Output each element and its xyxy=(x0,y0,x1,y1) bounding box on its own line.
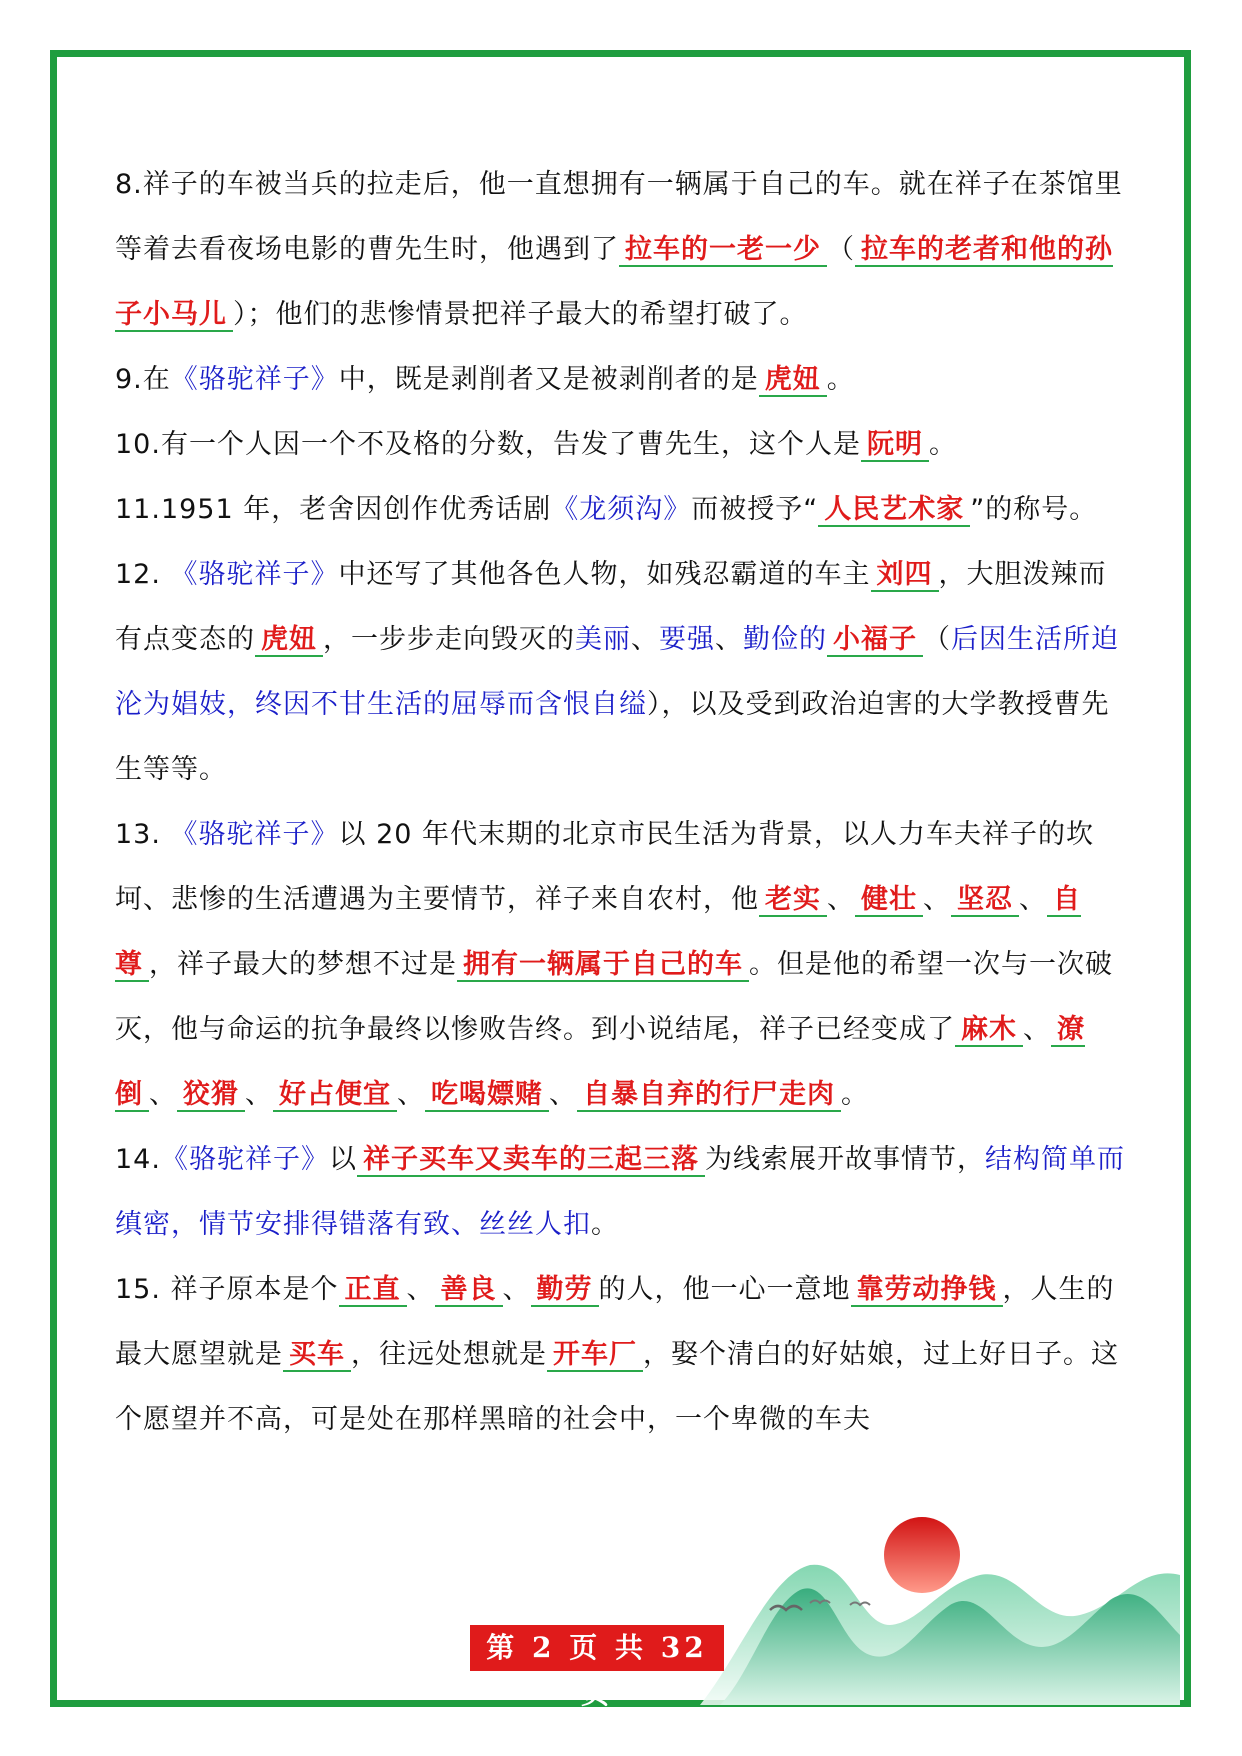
text: ”的称号。 xyxy=(970,494,1098,525)
answer-blank: 健壮 xyxy=(855,884,923,917)
question-11 xyxy=(115,477,1132,542)
highlighted-text: 要强 xyxy=(659,624,715,655)
text: 而被授予“ xyxy=(691,494,819,525)
text: 。但是他的希望一次与一次破灭，他与命运的抗争最终以惨败告终。到小说结尾，祥子已经变成了 xyxy=(115,949,1113,1045)
answer-blank: 老实 xyxy=(759,884,827,917)
highlighted-text: 后因生活所迫沦为娼妓，终因不甘生活的屈辱而含恨自缢 xyxy=(115,624,1119,720)
question-9 xyxy=(115,347,1132,412)
text: 、 xyxy=(1023,1014,1051,1045)
answer-blank: 狡猾 xyxy=(177,1079,245,1112)
text: 为线索展开故事情节， xyxy=(704,1144,985,1175)
text: 、 xyxy=(549,1079,577,1110)
text: 、 xyxy=(406,1274,435,1305)
answer-blank: 坚忍 xyxy=(951,884,1019,917)
answer-blank: 开车厂 xyxy=(547,1339,643,1372)
text: 13. xyxy=(115,819,171,850)
study-notes-body xyxy=(115,152,1132,1452)
text: 的人，他一心一意地 xyxy=(598,1274,851,1305)
text: 中，既是剥削者又是被剥削者的是 xyxy=(338,364,759,395)
answer-blank: 拥有一辆属于自己的车 xyxy=(457,949,749,982)
text: 。 xyxy=(591,1209,619,1240)
highlighted-text: 美丽 xyxy=(575,624,631,655)
text: 14. xyxy=(115,1144,161,1175)
answer-blank: 好占便宜 xyxy=(273,1079,397,1112)
page-number-badge: 第 2 页 共 32 页 xyxy=(470,1625,724,1671)
text: 。 xyxy=(826,364,855,395)
answer-blank: 虎妞 xyxy=(255,624,323,657)
text: 12. xyxy=(115,559,171,590)
text: （ xyxy=(923,624,951,655)
text: 、 xyxy=(827,884,855,915)
text: 。 xyxy=(841,1079,869,1110)
sun-icon xyxy=(884,1517,960,1593)
question-12 xyxy=(115,542,1132,802)
text: 以 xyxy=(328,1144,357,1175)
question-13 xyxy=(115,802,1132,1127)
text: 15. 祥子原本是个 xyxy=(115,1274,339,1305)
text: （ xyxy=(827,234,855,265)
text: 、 xyxy=(397,1079,425,1110)
highlighted-text: 《骆驼祥子》 xyxy=(170,559,339,590)
text: 、 xyxy=(502,1274,531,1305)
text: 、 xyxy=(923,884,951,915)
answer-blank: 正直 xyxy=(339,1274,407,1307)
question-14 xyxy=(115,1127,1132,1257)
answer-blank: 靠劳动挣钱 xyxy=(851,1274,1003,1307)
text: 11.1951 年，老舍因创作优秀话剧 xyxy=(115,494,552,525)
text: 、 xyxy=(245,1079,273,1110)
text: ，祥子最大的梦想不过是 xyxy=(149,949,457,980)
highlighted-text: 《骆驼祥子》 xyxy=(170,364,339,395)
answer-blank: 买车 xyxy=(283,1339,351,1372)
text: ），以及受到政治迫害的大学教授曹先生等等。 xyxy=(115,689,1110,785)
text: ，往远处想就是 xyxy=(351,1339,547,1370)
text: ，大胆泼辣而有点变态的 xyxy=(115,559,1107,655)
text: ，一步步走向毁灭的 xyxy=(323,624,575,655)
text: 中还写了其他各色人物，如残忍霸道的车主 xyxy=(338,559,871,590)
text: 。 xyxy=(928,429,957,460)
answer-blank: 祥子买车又卖车的三起三落 xyxy=(357,1144,705,1177)
text: 、 xyxy=(149,1079,177,1110)
answer-blank: 人民艺术家 xyxy=(818,494,970,527)
text: 、 xyxy=(631,624,659,655)
answer-blank: 拉车的一老一少 xyxy=(619,234,827,267)
question-8 xyxy=(115,152,1132,347)
text: 、 xyxy=(715,624,743,655)
question-10 xyxy=(115,412,1132,477)
answer-blank: 刘四 xyxy=(871,559,939,592)
text: 、 xyxy=(1019,884,1047,915)
text: 以 20 年代末期的北京市民生活为背景，以人力车夫祥子的坎坷、悲惨的生活遭遇为主要情节，祥子来自农村，他 xyxy=(115,819,1095,915)
highlighted-text: 《骆驼祥子》 xyxy=(160,1144,329,1175)
answer-blank: 虎妞 xyxy=(759,364,827,397)
answer-blank: 拉车的老者和他的孙子小马儿 xyxy=(115,234,1113,330)
answer-blank: 麻木 xyxy=(955,1014,1023,1047)
question-15 xyxy=(115,1257,1132,1452)
answer-blank: 自暴自弃的行尸走肉 xyxy=(577,1079,841,1112)
answer-blank: 阮明 xyxy=(861,429,929,462)
text: 9.在 xyxy=(115,364,171,395)
text: ）；他们的悲惨情景把祥子最大的希望打破了。 xyxy=(233,299,808,330)
answer-blank: 潦倒 xyxy=(115,1014,1085,1110)
answer-blank: 小福子 xyxy=(827,624,923,657)
near-mountains xyxy=(720,1588,1180,1705)
text: ，娶个清白的好姑娘，过上好日子。这个愿望并不高，可是处在那样黑暗的社会中，一个卑微的车夫 xyxy=(115,1339,1119,1435)
highlighted-text: 勤俭的 xyxy=(743,624,827,655)
answer-blank: 勤劳 xyxy=(531,1274,599,1307)
text: 8.祥子的车被当兵的拉走后，他一直想拥有一辆属于自己的车。就在祥子在茶馆里等着去看夜场电影的曹先生时，他遇到了 xyxy=(115,169,1123,265)
text: 10.有一个人因一个不及格的分数，告发了曹先生，这个人是 xyxy=(115,429,861,460)
mountain-sun-decoration xyxy=(700,1505,1180,1705)
answer-blank: 吃喝嫖赌 xyxy=(425,1079,549,1112)
highlighted-text: 《骆驼祥子》 xyxy=(170,819,339,850)
text: ，人生的最大愿望就是 xyxy=(115,1274,1115,1370)
answer-blank: 善良 xyxy=(435,1274,503,1307)
highlighted-text: 《龙须沟》 xyxy=(551,494,692,525)
answer-blank: 自尊 xyxy=(115,884,1081,980)
highlighted-text: 结构简单而缜密，情节安排得错落有致、丝丝人扣 xyxy=(115,1144,1125,1240)
